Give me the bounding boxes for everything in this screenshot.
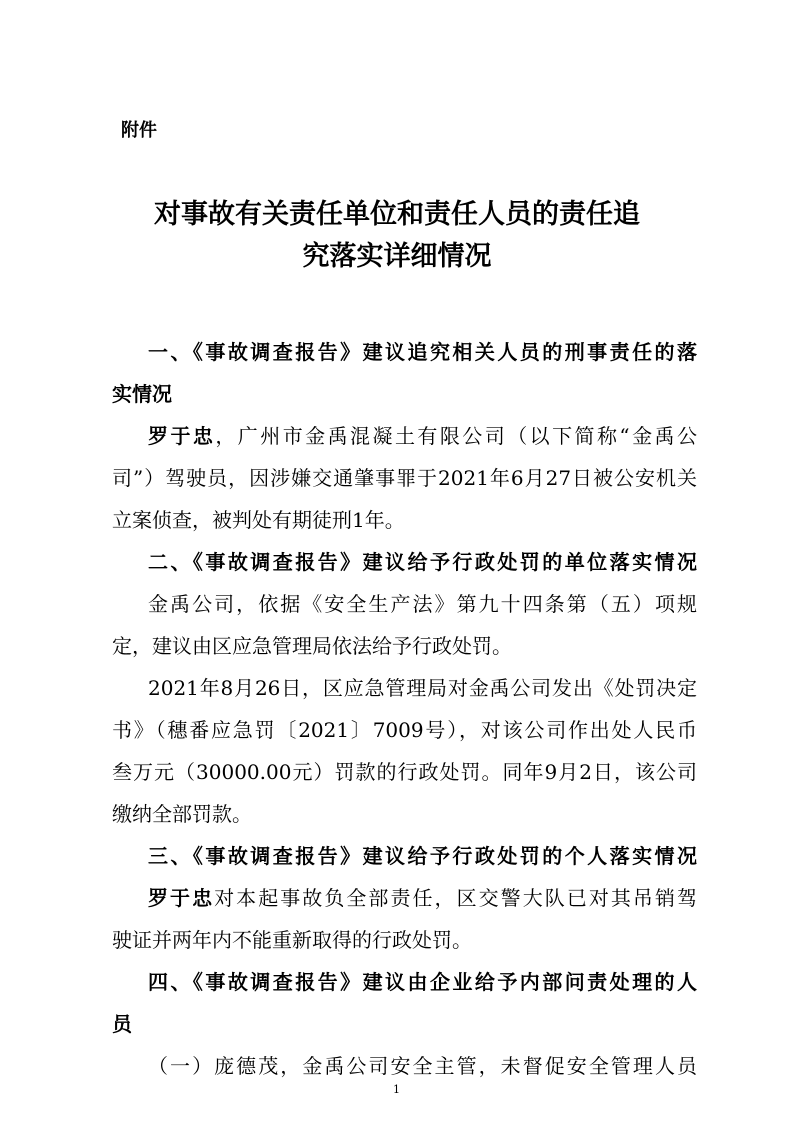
person-name: 罗于忠 bbox=[148, 886, 215, 910]
attachment-label: 附件 bbox=[121, 120, 157, 141]
paragraph-text: ，广州市金禹混凝土有限公司（以下简称“金禹公 bbox=[215, 424, 698, 448]
section-3-paragraph-line-1 bbox=[148, 884, 697, 912]
section-2-heading: 二、《事故调查报告》建议给予行政处罚的单位落实情况 bbox=[148, 550, 697, 574]
section-2-paragraph-2-line-2: 书》（穗番应急罚〔2021〕7009号），对该公司作出处人民币 bbox=[112, 718, 697, 742]
section-2-paragraph-2-line-3: 叁万元（30000.00元）罚款的行政处罚。同年9月2日，该公司 bbox=[112, 760, 697, 784]
document-title-line-1: 对事故有关责任单位和责任人员的责任追 bbox=[154, 199, 640, 230]
section-4-paragraph-line-1: （一）庞德茂，金禹公司安全主管，未督促安全管理人员 bbox=[148, 1054, 697, 1078]
section-2-paragraph-1-line-1: 金禹公司，依据《安全生产法》第九十四条第（五）项规 bbox=[148, 592, 697, 616]
section-1-heading-line-2: 实情况 bbox=[112, 382, 172, 406]
section-1-heading-line-1: 一、《事故调查报告》建议追究相关人员的刑事责任的落 bbox=[148, 340, 697, 364]
section-4-heading-line-2: 员 bbox=[112, 1012, 132, 1036]
section-1-paragraph-line-2: 司”）驾驶员，因涉嫌交通肇事罪于2021年6月27日被公安机关 bbox=[112, 466, 697, 490]
section-2-paragraph-1-line-2: 定，建议由区应急管理局依法给予行政处罚。 bbox=[112, 634, 512, 658]
section-2-paragraph-2-line-4: 缴纳全部罚款。 bbox=[112, 802, 252, 826]
section-3-paragraph-line-2: 驶证并两年内不能重新取得的行政处罚。 bbox=[112, 928, 472, 952]
section-3-heading: 三、《事故调查报告》建议给予行政处罚的个人落实情况 bbox=[148, 844, 697, 868]
page-number: 1 bbox=[393, 1083, 400, 1096]
section-1-paragraph-line-3: 立案侦查，被判处有期徒刑1年。 bbox=[112, 508, 405, 532]
person-name: 罗于忠 bbox=[148, 424, 216, 448]
section-2-paragraph-2-line-1: 2021年8月26日，区应急管理局对金禹公司发出《处罚决定 bbox=[148, 676, 697, 700]
document-title-line-2: 究落实详细情况 bbox=[302, 241, 492, 272]
paragraph-text: 对本起事故负全部责任，区交警大队已对其吊销驾 bbox=[214, 886, 697, 910]
section-1-paragraph-line-1 bbox=[148, 422, 697, 450]
section-4-heading-line-1: 四、《事故调查报告》建议由企业给予内部问责处理的人 bbox=[148, 970, 697, 994]
